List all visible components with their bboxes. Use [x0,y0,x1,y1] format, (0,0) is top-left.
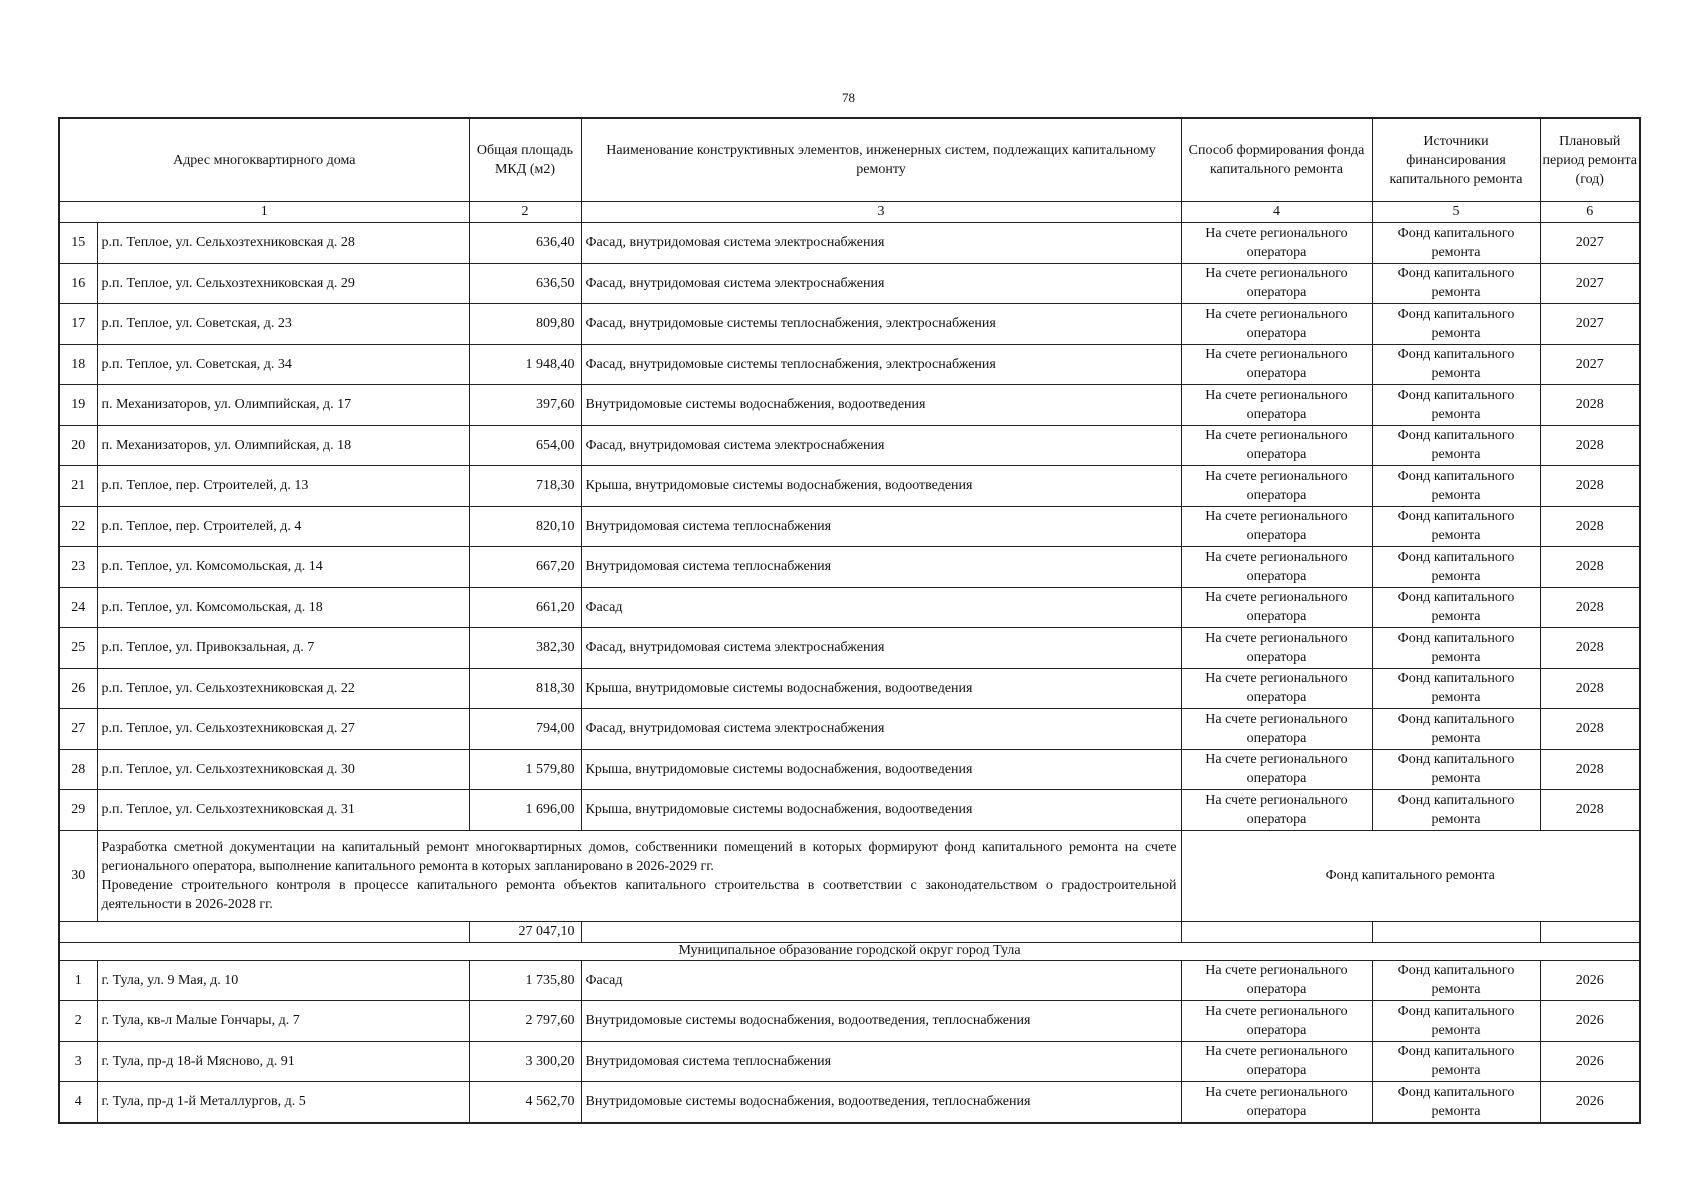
fund-method-cell: На счете регионального оператора [1181,344,1372,385]
table-row [59,587,1640,628]
total-empty [581,921,1181,942]
table-row [59,628,1640,669]
elements-cell: Внутридомовые системы водоснабжения, водоотведения [581,385,1181,426]
table-row-30 [59,830,1640,921]
funding-source-cell: Фонд капитального ремонта [1372,506,1540,547]
funding-source-cell: Фонд капитального ремонта [1372,304,1540,345]
row-number: 4 [59,1082,97,1123]
row-number: 15 [59,223,97,264]
row-number: 19 [59,385,97,426]
elements-cell: Фасад, внутридомовая система электроснабжения [581,425,1181,466]
fund-method-cell: На счете регионального оператора [1181,628,1372,669]
table-row [59,304,1640,345]
funding-source-cell: Фонд капитального ремонта [1372,344,1540,385]
header-period: Плановый период ремонта (год) [1540,118,1640,202]
row-number: 29 [59,790,97,831]
funding-source-cell: Фонд капитального ремонта [1372,466,1540,507]
funding-source-cell: Фонд капитального ремонта [1372,1082,1540,1123]
fund-method-cell: На счете регионального оператора [1181,1082,1372,1123]
table-row [59,749,1640,790]
funding-source-cell: Фонд капитального ремонта [1372,263,1540,304]
address-cell: г. Тула, кв-л Малые Гончары, д. 7 [97,1001,469,1042]
header-fund-method: Способ формирования фонда капитального ремонта [1181,118,1372,202]
elements-cell: Фасад, внутридомовые системы теплоснабжения, электроснабжения [581,344,1181,385]
total-label-empty [59,921,469,942]
fund-method-cell: На счете регионального оператора [1181,547,1372,588]
period-cell: 2026 [1540,1001,1640,1042]
fund-method-cell: На счете регионального оператора [1181,506,1372,547]
row-number: 2 [59,1001,97,1042]
elements-cell: Крыша, внутридомовые системы водоснабжения, водоотведения [581,466,1181,507]
period-cell: 2028 [1540,587,1640,628]
area-cell: 1 579,80 [469,749,581,790]
period-cell: 2027 [1540,344,1640,385]
elements-cell: Внутридомовые системы водоснабжения, водоотведения, теплоснабжения [581,1082,1181,1123]
address-cell: г. Тула, пр-д 18-й Мясново, д. 91 [97,1041,469,1082]
fund-method-cell: На счете регионального оператора [1181,385,1372,426]
row-number: 17 [59,304,97,345]
table-row [59,547,1640,588]
area-cell: 1 948,40 [469,344,581,385]
fund-method-cell: На счете регионального оператора [1181,790,1372,831]
header-area: Общая площадь МКД (м2) [469,118,581,202]
funding-source-cell: Фонд капитального ремонта [1372,790,1540,831]
address-cell: р.п. Теплое, ул. Сельхозтехниковская д. 30 [97,749,469,790]
total-area: 27 047,10 [469,921,581,942]
header-elements: Наименование конструктивных элементов, инженерных систем, подлежащих капитальному ремонту [581,118,1181,202]
row-number: 16 [59,263,97,304]
elements-cell: Крыша, внутридомовые системы водоснабжения, водоотведения [581,668,1181,709]
fund-method-cell: На счете регионального оператора [1181,425,1372,466]
elements-cell: Внутридомовая система теплоснабжения [581,547,1181,588]
table-row [59,1082,1640,1123]
header-address: Адрес многоквартирного дома [59,118,469,202]
period-cell: 2028 [1540,668,1640,709]
column-number: 5 [1372,202,1540,223]
funding-source-cell: Фонд капитального ремонта [1372,960,1540,1001]
period-cell: 2028 [1540,628,1640,669]
period-cell: 2028 [1540,790,1640,831]
fund-method-cell: На счете регионального оператора [1181,749,1372,790]
elements-cell: Крыша, внутридомовые системы водоснабжения, водоотведения [581,790,1181,831]
period-cell: 2028 [1540,466,1640,507]
total-empty [1372,921,1540,942]
area-cell: 397,60 [469,385,581,426]
fund-method-cell: На счете регионального оператора [1181,223,1372,264]
row-number: 28 [59,749,97,790]
table-row [59,425,1640,466]
row-number: 18 [59,344,97,385]
row-number: 20 [59,425,97,466]
table-row [59,263,1640,304]
row-number: 30 [59,830,97,921]
row-number: 25 [59,628,97,669]
table-row [59,344,1640,385]
table-row [59,385,1640,426]
total-row [59,921,1640,942]
address-cell: п. Механизаторов, ул. Олимпийская, д. 17 [97,385,469,426]
elements-cell: Крыша, внутридомовые системы водоснабжения, водоотведения [581,749,1181,790]
area-cell: 2 797,60 [469,1001,581,1042]
total-empty [1181,921,1372,942]
area-cell: 661,20 [469,587,581,628]
row30-line1: Разработка сметной документации на капитальный ремонт многоквартирных домов, собственники помещений в которых формируют фонд капитального ремонта на счете регионального оператора, выполнение капитального ремонта в которых запланировано в 2026-2029 гг. [101,839,1177,874]
elements-cell: Фасад, внутридомовая система электроснабжения [581,709,1181,750]
area-cell: 818,30 [469,668,581,709]
elements-cell: Фасад, внутридомовая система электроснабжения [581,223,1181,264]
funding-source-cell: Фонд капитального ремонта [1372,709,1540,750]
column-number: 1 [59,202,469,223]
funding-source-cell: Фонд капитального ремонта [1372,547,1540,588]
row30-source: Фонд капитального ремонта [1181,830,1640,921]
funding-source-cell: Фонд капитального ремонта [1372,587,1540,628]
area-cell: 809,80 [469,304,581,345]
elements-cell: Внутридомовая система теплоснабжения [581,506,1181,547]
column-number: 4 [1181,202,1372,223]
period-cell: 2028 [1540,547,1640,588]
row-number: 21 [59,466,97,507]
area-cell: 636,40 [469,223,581,264]
fund-method-cell: На счете регионального оператора [1181,263,1372,304]
address-cell: р.п. Теплое, ул. Сельхозтехниковская д. 27 [97,709,469,750]
funding-source-cell: Фонд капитального ремонта [1372,425,1540,466]
table-row [59,466,1640,507]
funding-source-cell: Фонд капитального ремонта [1372,628,1540,669]
funding-source-cell: Фонд капитального ремонта [1372,1001,1540,1042]
row-number: 22 [59,506,97,547]
fund-method-cell: На счете регионального оператора [1181,668,1372,709]
period-cell: 2028 [1540,749,1640,790]
fund-method-cell: На счете регионального оператора [1181,466,1372,507]
period-cell: 2026 [1540,1041,1640,1082]
elements-cell: Фасад, внутридомовая система электроснабжения [581,263,1181,304]
funding-source-cell: Фонд капитального ремонта [1372,1041,1540,1082]
area-cell: 667,20 [469,547,581,588]
row-number: 24 [59,587,97,628]
table-row [59,790,1640,831]
fund-method-cell: На счете регионального оператора [1181,709,1372,750]
address-cell: р.п. Теплое, ул. Комсомольская, д. 18 [97,587,469,628]
area-cell: 3 300,20 [469,1041,581,1082]
page-number: 78 [842,90,855,105]
address-cell: р.п. Теплое, ул. Привокзальная, д. 7 [97,628,469,669]
period-cell: 2026 [1540,1082,1640,1123]
address-cell: п. Механизаторов, ул. Олимпийская, д. 18 [97,425,469,466]
funding-source-cell: Фонд капитального ремонта [1372,223,1540,264]
period-cell: 2027 [1540,223,1640,264]
period-cell: 2027 [1540,304,1640,345]
column-number: 3 [581,202,1181,223]
table-row [59,668,1640,709]
area-cell: 636,50 [469,263,581,304]
table-row [59,1001,1640,1042]
address-cell: г. Тула, пр-д 1-й Металлургов, д. 5 [97,1082,469,1123]
table-row [59,960,1640,1001]
column-number: 6 [1540,202,1640,223]
elements-cell: Внутридомовая система теплоснабжения [581,1041,1181,1082]
row-number: 1 [59,960,97,1001]
period-cell: 2027 [1540,263,1640,304]
funding-source-cell: Фонд капитального ремонта [1372,385,1540,426]
address-cell: р.п. Теплое, пер. Строителей, д. 4 [97,506,469,547]
row-number: 27 [59,709,97,750]
elements-cell: Фасад, внутридомовая система электроснабжения [581,628,1181,669]
area-cell: 718,30 [469,466,581,507]
area-cell: 1 696,00 [469,790,581,831]
elements-cell: Внутридомовые системы водоснабжения, водоотведения, теплоснабжения [581,1001,1181,1042]
address-cell: р.п. Теплое, ул. Комсомольская, д. 14 [97,547,469,588]
total-empty [1540,921,1640,942]
row-number: 23 [59,547,97,588]
area-cell: 794,00 [469,709,581,750]
funding-source-cell: Фонд капитального ремонта [1372,749,1540,790]
elements-cell: Фасад, внутридомовые системы теплоснабжения, электроснабжения [581,304,1181,345]
address-cell: р.п. Теплое, ул. Сельхозтехниковская д. 28 [97,223,469,264]
address-cell: р.п. Теплое, пер. Строителей, д. 13 [97,466,469,507]
address-cell: г. Тула, ул. 9 Мая, д. 10 [97,960,469,1001]
period-cell: 2028 [1540,425,1640,466]
area-cell: 1 735,80 [469,960,581,1001]
table-row [59,223,1640,264]
fund-method-cell: На счете регионального оператора [1181,1041,1372,1082]
column-number-row [59,202,1640,223]
row-number: 3 [59,1041,97,1082]
elements-cell: Фасад [581,587,1181,628]
row30-line2: Проведение строительного контроля в процессе капитального ремонта объектов капитального строительства в соответствии с законодательством о градостроительной деятельности в 2026-2028 гг. [101,877,1177,912]
table-header-row [59,118,1640,202]
table-body [59,223,1640,1123]
estimate-documentation-text [97,830,1181,921]
area-cell: 654,00 [469,425,581,466]
section-title: Муниципальное образование городской округ город Тула [59,942,1640,960]
address-cell: р.п. Теплое, ул. Сельхозтехниковская д. 31 [97,790,469,831]
section-row [59,942,1640,960]
period-cell: 2028 [1540,385,1640,426]
fund-method-cell: На счете регионального оператора [1181,587,1372,628]
period-cell: 2028 [1540,709,1640,750]
address-cell: р.п. Теплое, ул. Советская, д. 34 [97,344,469,385]
header-sources: Источники финансирования капитального ремонта [1372,118,1540,202]
elements-cell: Фасад [581,960,1181,1001]
table-row [59,1041,1640,1082]
table-row [59,709,1640,750]
funding-source-cell: Фонд капитального ремонта [1372,668,1540,709]
area-cell: 820,10 [469,506,581,547]
fund-method-cell: На счете регионального оператора [1181,304,1372,345]
area-cell: 382,30 [469,628,581,669]
row-number: 26 [59,668,97,709]
address-cell: р.п. Теплое, ул. Советская, д. 23 [97,304,469,345]
repair-plan-table [58,117,1641,1124]
area-cell: 4 562,70 [469,1082,581,1123]
column-number: 2 [469,202,581,223]
fund-method-cell: На счете регионального оператора [1181,1001,1372,1042]
period-cell: 2026 [1540,960,1640,1001]
table-row [59,506,1640,547]
address-cell: р.п. Теплое, ул. Сельхозтехниковская д. 29 [97,263,469,304]
period-cell: 2028 [1540,506,1640,547]
address-cell: р.п. Теплое, ул. Сельхозтехниковская д. 22 [97,668,469,709]
fund-method-cell: На счете регионального оператора [1181,960,1372,1001]
